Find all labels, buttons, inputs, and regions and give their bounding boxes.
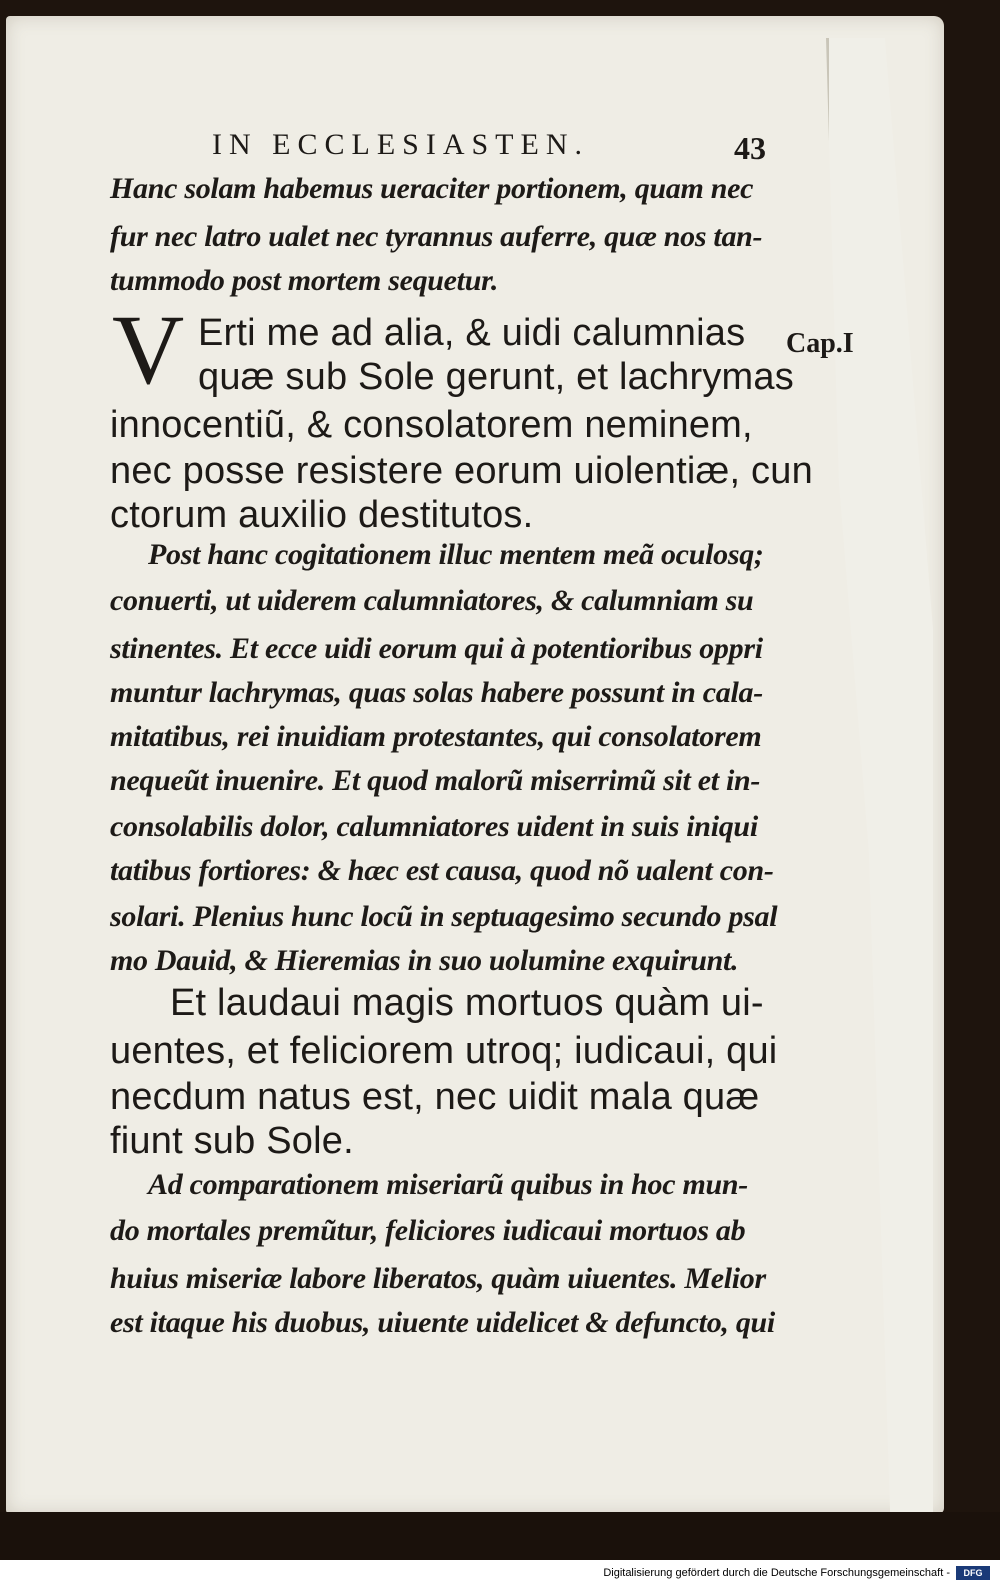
commentary-line: consolabilis dolor, calumniatores uident in suis iniqui [110,810,758,843]
marginal-note: Cap.I [786,328,854,359]
commentary-line: Ad comparationem miseriarũ quibus in hoc mun- [148,1168,748,1201]
commentary-line: tummodo post mortem sequetur. [110,264,499,297]
verse-line: fiunt sub Sole. [110,1120,354,1162]
commentary-line: Post hanc cogitationem illuc mentem meã oculosq; [148,538,764,571]
drop-cap: V [112,294,185,405]
commentary-line: Hanc solam habemus ueraciter portionem, quam nec [110,172,754,205]
page-number: 43 [734,130,766,166]
commentary-line: nequeũt inuenire. Et quod malorũ miserrimũ sit et in- [110,764,761,797]
footer-credit: Digitalisierung gefördert durch die Deutsche Forschungsgemeinschaft - [603,1567,950,1579]
verse-line: necdum natus est, nec uidit mala quæ [110,1076,760,1118]
verse-line: ctorum auxilio destitutos. [110,494,534,536]
verse-line: quæ sub Sole gerunt, et lachrymas [198,356,794,398]
dfg-logo: DFG [956,1566,990,1580]
commentary-line: muntur lachrymas, quas solas habere possunt in cala- [110,676,763,709]
commentary-line: est itaque his duobus, uiuente uidelicet & defuncto, qui [110,1306,775,1339]
commentary-line: mo Dauid, & Hieremias in suo uolumine exquirunt. [110,944,739,977]
commentary-line: conuerti, ut uiderem calumniatores, & calumniam su [110,584,754,617]
verse-line: uentes, et feliciorem utroq; iudicaui, qui [110,1030,778,1072]
scan-bottom-edge [0,1512,1000,1560]
commentary-line: do mortales premũtur, feliciores iudicaui mortuos ab [110,1214,746,1247]
commentary-line: solari. Plenius hunc locũ in septuagesimo secundo psal [110,900,778,933]
commentary-line: fur nec latro ualet nec tyrannus auferre, quæ nos tan- [110,220,763,253]
verse-line: Erti me ad alia, & uidi calumnias [198,312,746,354]
running-head: IN ECCLESIASTEN. [212,128,589,161]
verse-line: nec posse resistere eorum uiolentiæ, cun [110,450,813,492]
verse-line: Et laudaui magis mortuos quàm ui- [170,982,764,1024]
verse-line: innocentiũ, & consolatorem neminem, [110,404,753,446]
commentary-line: huius miseriæ labore liberatos, quàm uiuentes. Melior [110,1262,766,1295]
commentary-line: mitatibus, rei inuidiam protestantes, qui consolatorem [110,720,762,753]
commentary-line: tatibus fortiores: & hæc est causa, quod nõ ualent con- [110,854,774,887]
footer-bar [0,1560,1000,1587]
commentary-line: stinentes. Et ecce uidi eorum qui à potentioribus oppri [110,632,763,665]
